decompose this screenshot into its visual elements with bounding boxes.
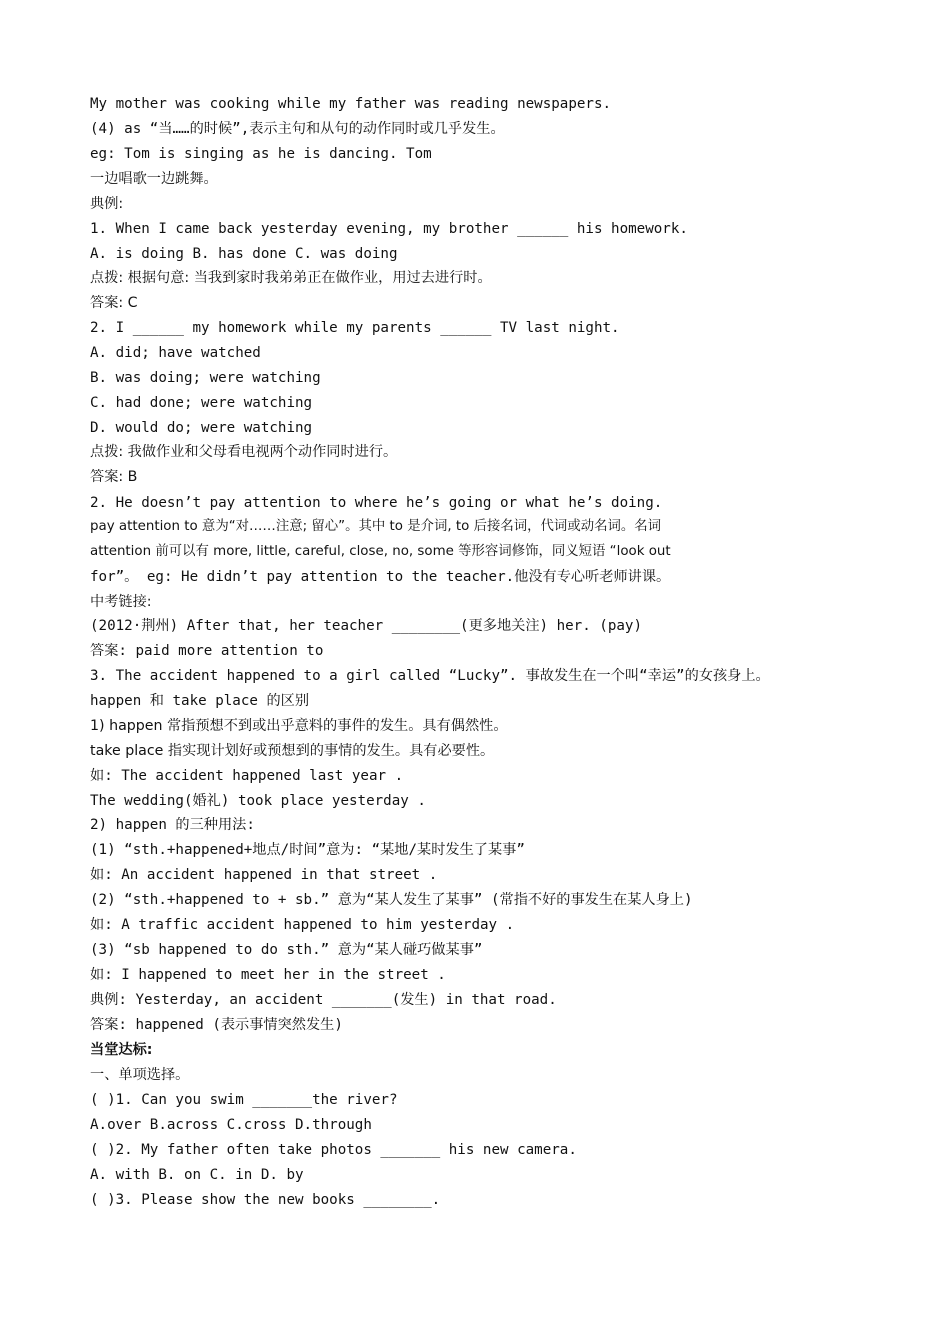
text-line: happen 和 take place 的区别 <box>90 693 310 709</box>
text-line: 中考链接: <box>90 594 152 610</box>
text-line: 2. I ______ my homework while my parents ______ TV last night. <box>90 320 620 336</box>
text-line: My mother was cooking while my father was reading newspapers. <box>90 96 612 112</box>
text-line: 答案: B <box>90 469 138 485</box>
text-line: 如: The accident happened last year . <box>90 768 404 784</box>
text-line: (2) “sth.+happened to + sb.” 意为“某人发生了某事” (常指不好的事发生在某人身上) <box>90 892 693 908</box>
text-line: 3. The accident happened to a girl called “Lucky”. 事故发生在一个叫“幸运”的女孩身上。 <box>90 668 770 684</box>
text-line: pay attention to 意为“对……注意; 留心”。其中 to 是介词, to 后接名词，代词或动名词。名词 <box>90 519 662 534</box>
text-line: The wedding(婚礼) took place yesterday . <box>90 793 426 809</box>
section-heading: 当堂达标: <box>90 1042 153 1058</box>
text-line: attention 前可以有 more, little, careful, close, no, some 等形容词修饰，同义短语 “look out <box>90 544 671 559</box>
text-line: for”。 eg: He didn’t pay attention to the teacher.他没有专心听老师讲课。 <box>90 569 671 585</box>
text-line: 答案: happened (表示事情突然发生) <box>90 1017 343 1033</box>
section-heading: 一、单项选择。 <box>90 1067 190 1083</box>
text-line: 答案: C <box>90 295 138 311</box>
question-2: ( )2. My father often take photos _______ his new camera. <box>90 1142 577 1158</box>
text-line: 答案: paid more attention to <box>90 643 324 659</box>
text-line: 2) happen 的三种用法: <box>90 817 255 833</box>
question-1-options: A.over B.across C.cross D.through <box>90 1117 372 1133</box>
text-line: 一边唱歌一边跳舞。 <box>90 171 218 187</box>
text-line: D. would do; were watching <box>90 420 313 436</box>
text-line: (4) as “当……的时候”,表示主句和从句的动作同时或几乎发生。 <box>90 121 505 137</box>
text-line: 2. He doesn’t pay attention to where he’s going or what he’s doing. <box>90 495 663 511</box>
text-line: A. did; have watched <box>90 345 261 361</box>
text-line: B. was doing; were watching <box>90 370 321 386</box>
text-line: (1) “sth.+happened+地点/时间”意为: “某地/某时发生了某事” <box>90 842 525 858</box>
text-line: 典例: Yesterday, an accident _______(发生) in that road. <box>90 992 557 1008</box>
question-3: ( )3. Please show the new books ________. <box>90 1192 441 1208</box>
text-line: eg: Tom is singing as he is dancing. Tom <box>90 146 432 162</box>
text-line: 1. When I came back yesterday evening, my brother ______ his homework. <box>90 221 688 237</box>
text-line: 点拨: 根据句意: 当我到家时我弟弟正在做作业，用过去进行时。 <box>90 270 492 286</box>
text-line: (3) “sb happened to do sth.” 意为“某人碰巧做某事” <box>90 942 483 958</box>
text-line: 如: A traffic accident happened to him yesterday . <box>90 917 515 933</box>
text-line: take place 指实现计划好或预想到的事情的发生。具有必要性。 <box>90 743 495 759</box>
text-line: 如: I happened to meet her in the street . <box>90 967 446 983</box>
text-line: 点拨: 我做作业和父母看电视两个动作同时进行。 <box>90 444 398 460</box>
text-line: 如: An accident happened in that street . <box>90 867 438 883</box>
text-line: 1) happen 常指预想不到或出乎意料的事件的发生。具有偶然性。 <box>90 718 508 734</box>
text-line: 典例: <box>90 196 124 212</box>
text-line: C. had done; were watching <box>90 395 313 411</box>
question-2-options: A. with B. on C. in D. by <box>90 1167 304 1183</box>
question-1: ( )1. Can you swim _______the river? <box>90 1092 398 1108</box>
text-line: A. is doing B. has done C. was doing <box>90 246 398 262</box>
text-line: (2012·荆州) After that, her teacher ________(更多地关注) her. (pay) <box>90 618 643 634</box>
